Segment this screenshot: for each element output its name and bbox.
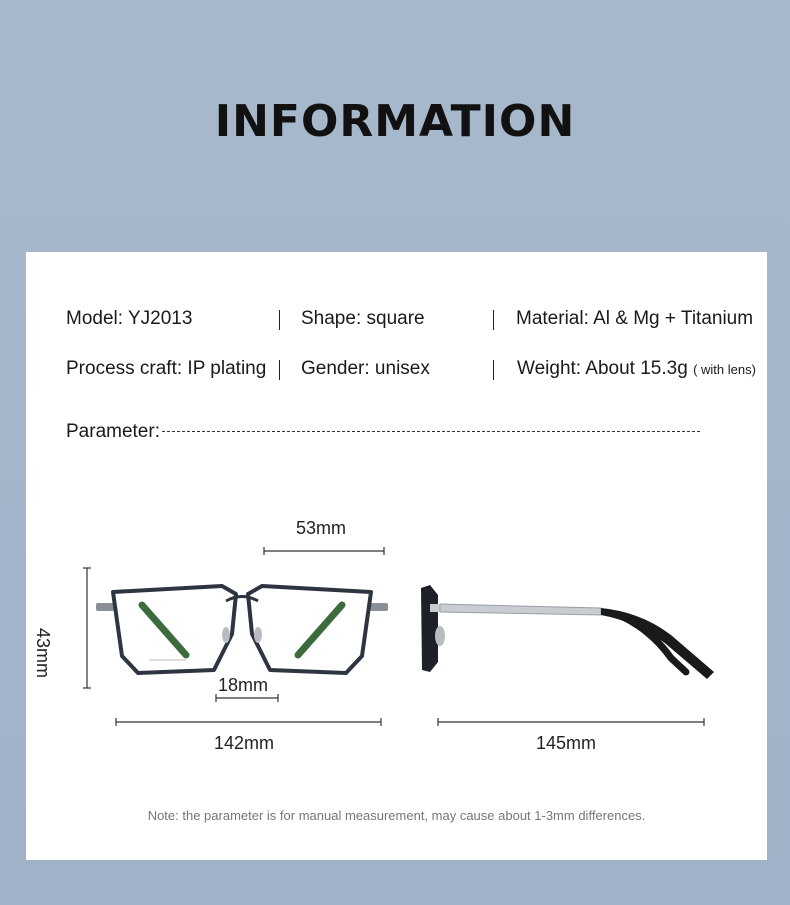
weight-value: Weight: About 15.3g [517,358,688,379]
material-spec: Material: Al & Mg + Titanium [516,308,754,329]
bridge-label: 18mm [218,675,269,695]
front-view [96,586,388,673]
frame-width-label: 142mm [214,733,275,753]
parameter-label: Parameter: [66,421,160,442]
measurement-note: Note: the parameter is for manual measurement, may cause about 1-3mm differences. [147,808,646,823]
lens-height-label: 43mm [33,628,53,679]
weight-note: ( with lens) [693,362,756,377]
process-spec: Process craft: IP plating [66,358,267,379]
model-spec: Model: YJ2013 [66,308,193,329]
dimension-lines [83,547,704,726]
temple-length-label: 145mm [536,733,597,753]
side-view [421,585,714,679]
gender-spec: Gender: unisex [301,358,430,379]
info-card [26,252,767,860]
lens-width-label: 53mm [296,518,347,538]
shape-spec: Shape: square [301,308,425,329]
page-title: INFORMATION [214,96,576,147]
glasses-drawing [26,252,767,860]
